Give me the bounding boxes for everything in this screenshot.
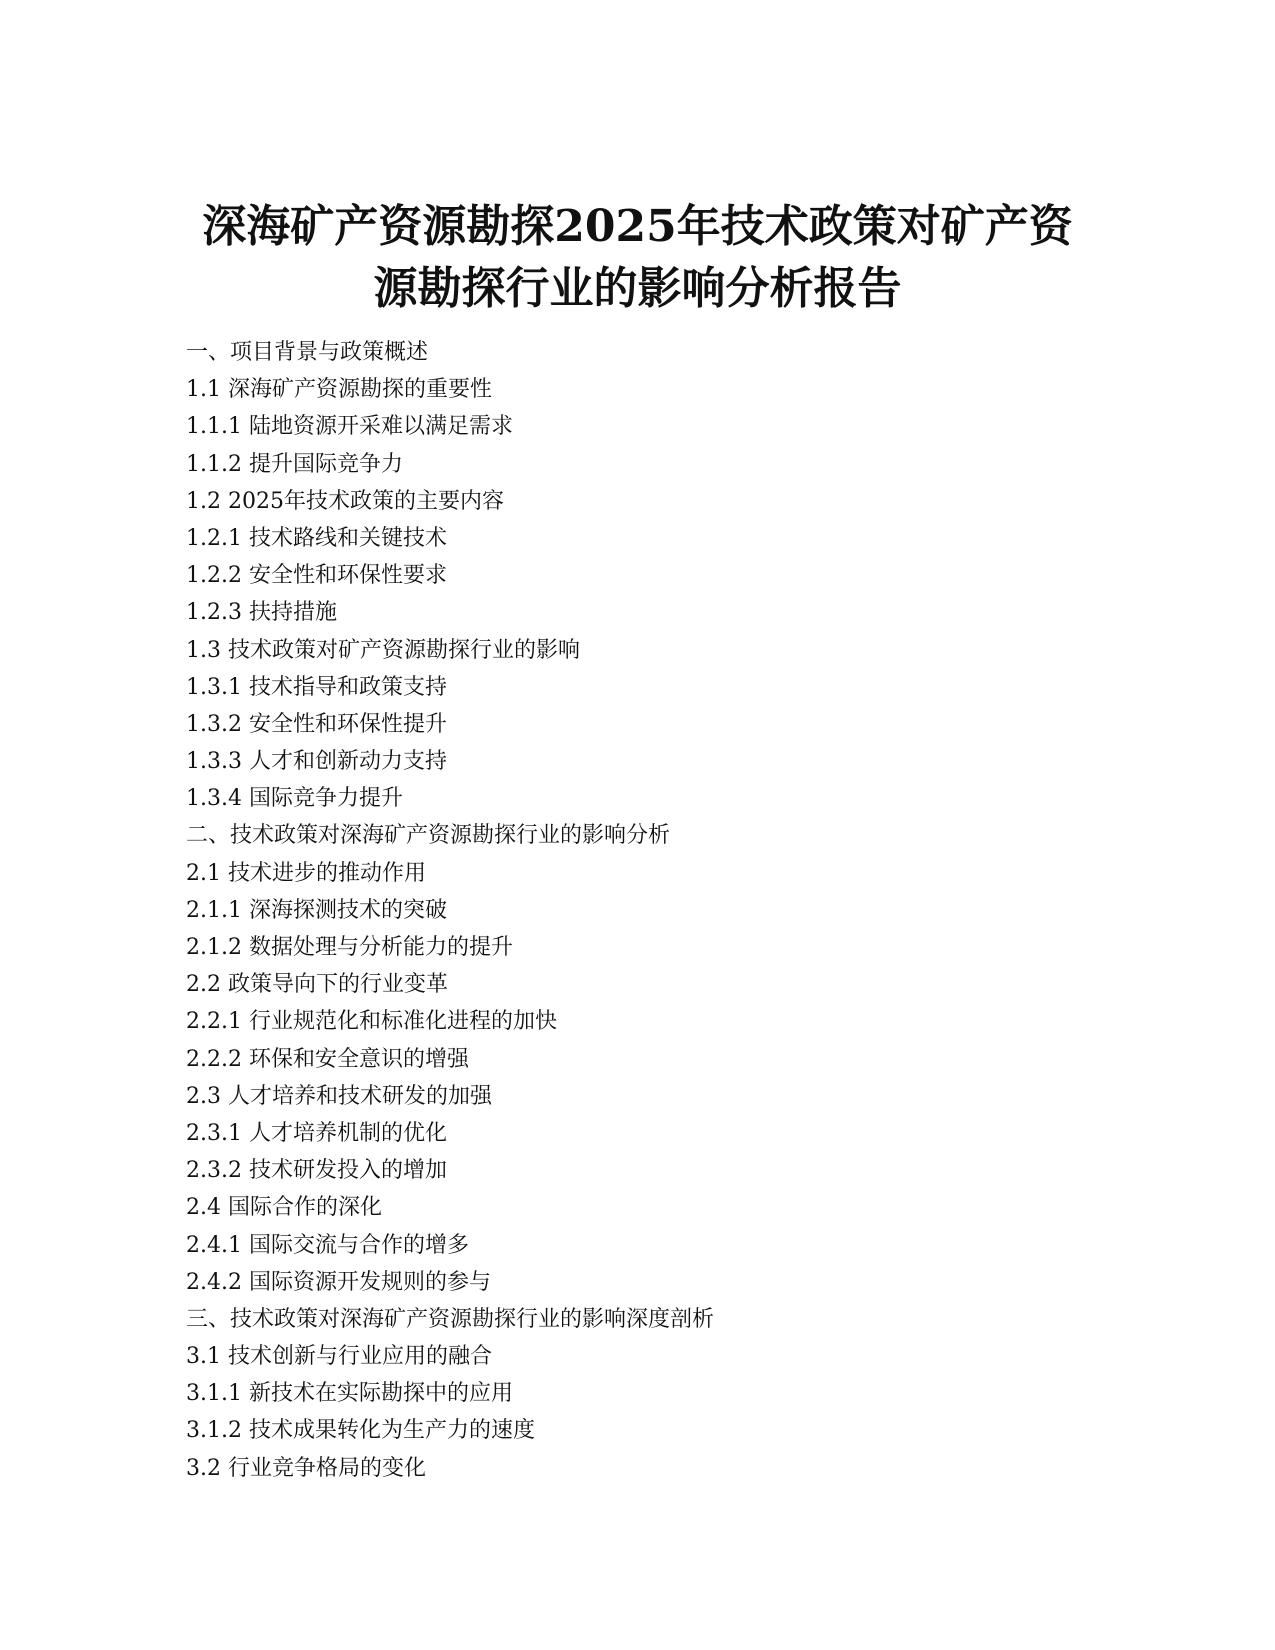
toc-item: 1.2.1 技术路线和关键技术 xyxy=(186,525,447,551)
toc-item: 1.2.2 安全性和环保性要求 xyxy=(186,563,447,589)
toc-item: 1.3.1 技术指导和政策支持 xyxy=(186,674,447,700)
toc-item: 2.1 技术进步的推动作用 xyxy=(186,860,426,886)
toc-item: 三、技术政策对深海矿产资源勘探行业的影响深度剖析 xyxy=(186,1306,715,1332)
title-line-1: 深海矿产资源勘探2025年技术政策对矿产资 xyxy=(202,201,1073,252)
toc-item: 2.3 人才培养和技术研发的加强 xyxy=(186,1083,492,1109)
toc-item: 1.3.2 安全性和环保性提升 xyxy=(186,711,447,737)
toc-item: 1.1.1 陆地资源开采难以满足需求 xyxy=(186,414,513,440)
toc-item: 1.3 技术政策对矿产资源勘探行业的影响 xyxy=(186,637,580,663)
toc-item: 一、项目背景与政策概述 xyxy=(186,340,429,365)
toc-item: 二、技术政策对深海矿产资源勘探行业的影响分析 xyxy=(186,823,671,849)
toc-item: 2.1.1 深海探测技术的突破 xyxy=(186,897,447,923)
toc-item: 1.3.3 人才和创新动力支持 xyxy=(186,749,447,775)
toc-item: 1.3.4 国际竞争力提升 xyxy=(186,786,403,812)
toc-item: 2.2 政策导向下的行业变革 xyxy=(186,972,448,998)
toc-item: 1.2 2025年技术政策的主要内容 xyxy=(186,488,504,514)
toc-item: 3.1 技术创新与行业应用的融合 xyxy=(186,1344,492,1370)
toc-item: 2.1.2 数据处理与分析能力的提升 xyxy=(186,935,513,960)
toc-item: 3.1.2 技术成果转化为生产力的速度 xyxy=(186,1418,535,1444)
title-line-2: 源勘探行业的影响分析报告 xyxy=(373,263,902,314)
toc-item: 2.4.1 国际交流与合作的增多 xyxy=(186,1232,469,1258)
toc-item: 2.4 国际合作的深化 xyxy=(186,1195,382,1221)
toc-item: 3.2 行业竞争格局的变化 xyxy=(186,1455,426,1481)
toc-item: 1.2.3 扶持措施 xyxy=(186,600,337,626)
toc-item: 2.2.1 行业规范化和标准化进程的加快 xyxy=(186,1009,557,1035)
toc-item: 1.1 深海矿产资源勘探的重要性 xyxy=(186,377,492,403)
toc-item: 2.3.1 人才培养机制的优化 xyxy=(186,1120,447,1146)
table-of-contents xyxy=(186,334,1106,1487)
toc-item: 2.3.2 技术研发投入的增加 xyxy=(186,1158,447,1184)
toc-item: 2.4.2 国际资源开发规则的参与 xyxy=(186,1269,491,1295)
toc-item: 2.2.2 环保和安全意识的增强 xyxy=(186,1046,469,1072)
toc-item: 1.1.2 提升国际竞争力 xyxy=(186,451,403,477)
document-title xyxy=(150,196,1125,320)
toc-item: 3.1.1 新技术在实际勘探中的应用 xyxy=(186,1381,513,1407)
